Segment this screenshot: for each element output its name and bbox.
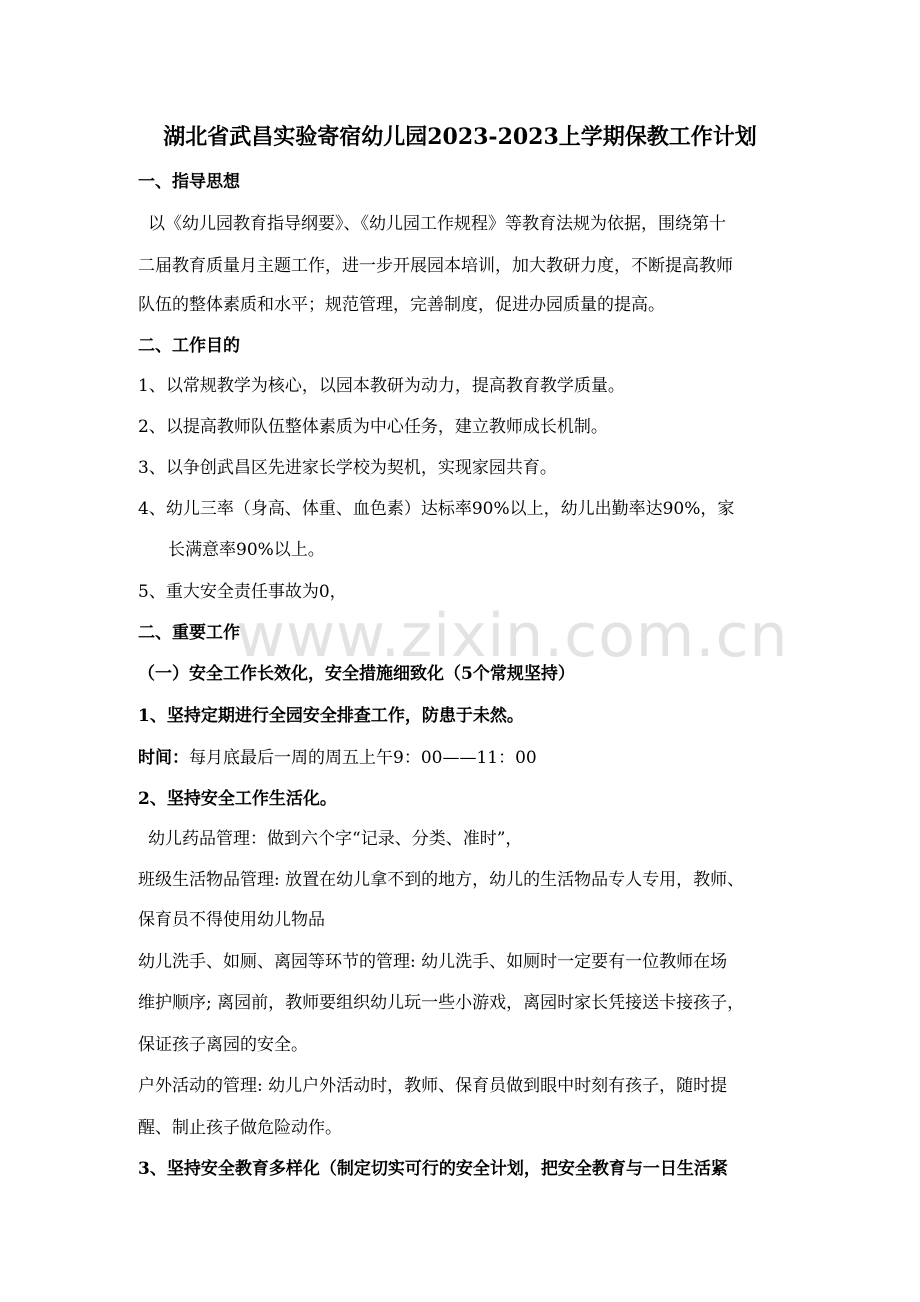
paragraph-line: 保育员不得使用幼儿物品 (138, 910, 325, 930)
list-item: 4、幼儿三率（身高、体重、血色素）达标率90%以上，幼儿出勤率达90%，家 (138, 499, 735, 519)
list-item: 2、以提高教师队伍整体素质为中心任务，建立教师成长机制。 (138, 417, 608, 437)
paragraph-line: 幼儿药品管理：做到六个字“记录、分类、准时”， (148, 829, 523, 849)
time-value: 每月底最后一周的周五上午9：00——11：00 (189, 748, 537, 768)
section-heading-guiding-ideology: 一、指导思想 (138, 172, 240, 192)
time-label: 时间： (138, 748, 189, 768)
paragraph-line: 以《幼儿园教育指导纲要》、《幼儿园工作规程》等教育法规为依据，围绕第十 (148, 214, 726, 234)
paragraph-line: 户外活动的管理: 幼儿户外活动时，教师、保育员做到眼中时刻有孩子，随时提 (138, 1076, 728, 1096)
paragraph-line: 维护顺序; 离园前，教师要组织幼儿玩一些小游戏，离园时家长凭接送卡接孩子， (138, 993, 745, 1013)
paragraph-line: 保证孩子离园的安全。 (138, 1035, 308, 1055)
item-heading: 3、坚持安全教育多样化（制定切实可行的安全计划，把安全教育与一日生活紧 (138, 1159, 728, 1179)
section-heading-work-goals: 二、工作目的 (138, 336, 240, 356)
list-item: 3、以争创武昌区先进家长学校为契机，实现家园共育。 (138, 458, 557, 478)
paragraph-line: 班级生活物品管理: 放置在幼儿拿不到的地方，幼儿的生活物品专人专用，教师、 (138, 870, 745, 890)
list-item-continuation: 长满意率90%以上。 (168, 540, 325, 560)
item-heading: 2、坚持安全工作生活化。 (138, 789, 337, 809)
paragraph-line: 幼儿洗手、如厕、离园等环节的管理: 幼儿洗手、如厕时一定要有一位教师在场 (138, 952, 728, 972)
list-item: 1、以常规教学为核心，以园本教研为动力，提高教育教学质量。 (138, 376, 625, 396)
paragraph-line: 醒、制止孩子做危险动作。 (138, 1118, 342, 1138)
subsection-heading: （一）安全工作长效化，安全措施细致化（5个常规坚持） (138, 664, 575, 684)
paragraph-line: 队伍的整体素质和水平；规范管理，完善制度，促进办园质量的提高。 (138, 295, 665, 315)
section-heading-main-work: 二、重要工作 (138, 623, 240, 643)
document-title: 湖北省武昌实验寄宿幼儿园2023-2023上学期保教工作计划 (163, 124, 757, 150)
paragraph-line: 二届教育质量月主题工作，进一步开展园本培训，加大教研力度，不断提高教师 (138, 256, 733, 276)
time-line (138, 746, 788, 770)
item-heading: 1、坚持定期进行全园安全排查工作，防患于未然。 (138, 706, 524, 726)
list-item: 5、重大安全责任事故为0， (138, 582, 347, 602)
watermark: www.zixin.com.cn (236, 601, 789, 671)
